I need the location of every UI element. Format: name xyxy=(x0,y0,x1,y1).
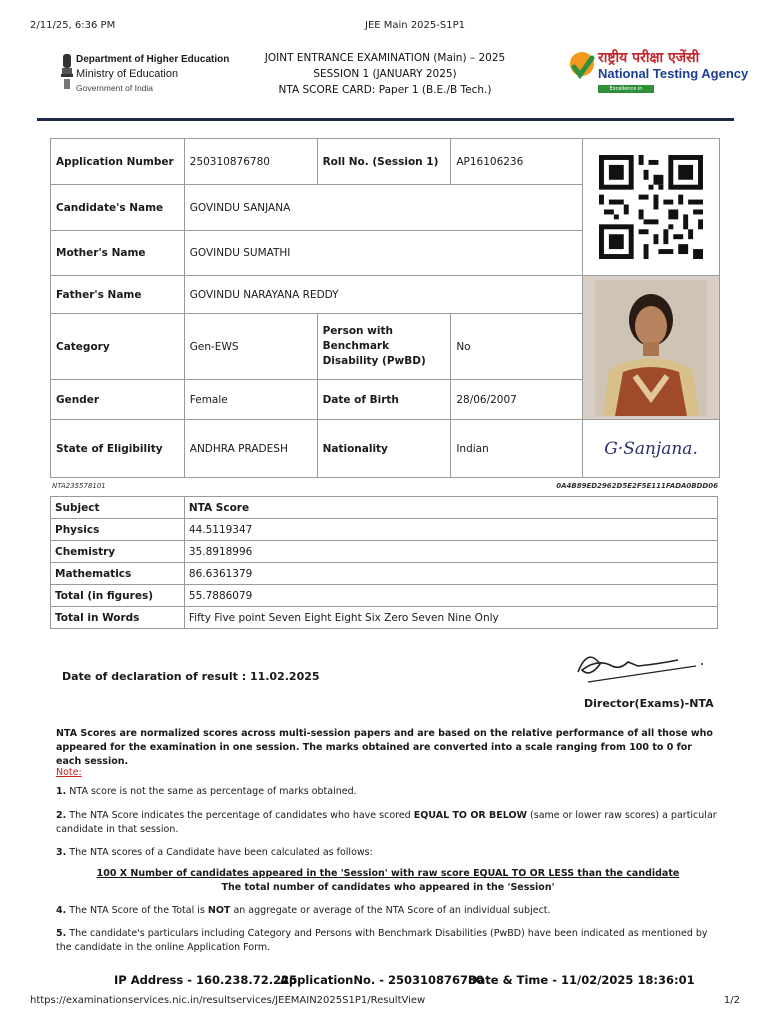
candidate-info-table xyxy=(50,138,720,478)
row-father-name xyxy=(51,276,720,314)
table-row xyxy=(51,607,718,629)
table-row xyxy=(51,519,718,541)
footer-app-no: ApplicationNo. - 250310876780 xyxy=(280,973,485,987)
director-title: Director(Exams)-NTA xyxy=(584,697,714,710)
qr-cell xyxy=(583,139,720,276)
nta-hindi-name: राष्ट्रीय परीक्षा एजेंसी xyxy=(598,50,700,66)
application-number-label: Application Number xyxy=(51,139,185,185)
note-label: Note: xyxy=(56,767,82,778)
candidate-signature: G·Sanjana. xyxy=(583,420,720,478)
candidate-photo xyxy=(583,276,720,420)
gov-india: Government of India xyxy=(76,83,154,93)
mother-name: GOVINDU SUMATHI xyxy=(184,231,582,276)
table-row xyxy=(51,563,718,585)
print-datetime: 2/11/25, 6:36 PM xyxy=(30,20,116,31)
declaration-date: Date of declaration of result : 11.02.2025 xyxy=(62,670,320,683)
nationality: Indian xyxy=(451,420,583,478)
candidate-name: GOVINDU SANJANA xyxy=(184,185,582,231)
category-label: Category xyxy=(51,314,185,380)
note-1: 1. NTA score is not the same as percentage of marks obtained. xyxy=(56,786,357,797)
title-line-2: SESSION 1 (JANUARY 2025) xyxy=(313,68,457,80)
score-total-words: Fifty Five point Seven Eight Eight Six Zero Seven Nine Only xyxy=(184,607,717,629)
mother-name-label: Mother's Name xyxy=(51,231,185,276)
pwbd: No xyxy=(451,314,583,380)
note-4: 4. The NTA Score of the Total is NOT an aggregate or average of the NTA Score of an individual subject. xyxy=(56,905,551,916)
gov-ministry: Ministry of Education xyxy=(76,68,179,80)
gov-dept: Department of Higher Education xyxy=(76,54,230,65)
print-page-number: 1/2 xyxy=(723,995,740,1006)
row-state xyxy=(51,420,720,478)
roll-no: AP16106236 xyxy=(451,139,583,185)
formula-denominator: The total number of candidates who appeared in the 'Session' xyxy=(221,882,555,893)
roll-no-label: Roll No. (Session 1) xyxy=(317,139,451,185)
qr-code-icon xyxy=(599,155,703,259)
code-right: 0A4B89ED2962D5E2F5E111FADA0BDD06 xyxy=(556,482,718,490)
score-header-row xyxy=(51,497,718,519)
candidate-name-label: Candidate's Name xyxy=(51,185,185,231)
nationality-label: Nationality xyxy=(317,420,451,478)
print-url: https://examinationservices.nic.in/resultservices/JEEMAIN2025S1P1/ResultView xyxy=(30,995,426,1006)
candidate-photo-image xyxy=(595,280,707,416)
nta-logo xyxy=(568,48,749,100)
father-name-label: Father's Name xyxy=(51,276,185,314)
nta-tagline: Excellence in Assessment xyxy=(598,85,654,93)
header-divider xyxy=(37,118,734,121)
note-3: 3. The NTA scores of a Candidate have been calculated as follows: xyxy=(56,847,373,858)
dob-label: Date of Birth xyxy=(317,380,451,420)
title-line-3: NTA SCORE CARD: Paper 1 (B.E./B Tech.) xyxy=(278,84,492,96)
table-row xyxy=(51,585,718,607)
row-application xyxy=(51,139,720,185)
nta-check-icon xyxy=(568,50,596,86)
dob: 28/06/2007 xyxy=(451,380,583,420)
state-label: State of Eligibility xyxy=(51,420,185,478)
pwbd-label: Person with Benchmark Disability (PwBD) xyxy=(317,314,451,380)
score-header: NTA Score xyxy=(184,497,717,519)
score-mathematics: 86.6361379 xyxy=(184,563,717,585)
application-number: 250310876780 xyxy=(184,139,317,185)
title-line-1: JOINT ENTRANCE EXAMINATION (Main) – 2025 xyxy=(264,52,506,64)
category: Gen-EWS xyxy=(184,314,317,380)
gender: Female xyxy=(184,380,317,420)
subject-total-figures: Total (in figures) xyxy=(51,585,185,607)
table-row xyxy=(51,541,718,563)
subject-header: Subject xyxy=(51,497,185,519)
nta-english-name: National Testing Agency xyxy=(598,66,749,81)
score-total-figures: 55.7886079 xyxy=(184,585,717,607)
footer-datetime: Date & Time - 11/02/2025 18:36:01 xyxy=(468,973,695,987)
gender-label: Gender xyxy=(51,380,185,420)
footer-ip: IP Address - 160.238.72.225 xyxy=(114,973,298,987)
score-table xyxy=(50,496,718,629)
subject-mathematics: Mathematics xyxy=(51,563,185,585)
subject-chemistry: Chemistry xyxy=(51,541,185,563)
print-page-title: JEE Main 2025-S1P1 xyxy=(365,20,465,31)
state: ANDHRA PRADESH xyxy=(184,420,317,478)
subject-physics: Physics xyxy=(51,519,185,541)
scorecard-title xyxy=(220,50,550,98)
note-5: 5. The candidate's particulars including Category and Persons with Benchmark Disabilities (PwBD) have been indicated as mentioned by the candidate in the online Application Form. xyxy=(56,928,708,953)
national-emblem-icon xyxy=(60,52,74,94)
note-2: 2. The NTA Score indicates the percentage of candidates who have scored EQUAL TO OR BELOW (same or lower raw scores) a particular candidate in that session. xyxy=(56,810,717,835)
father-name: GOVINDU NARAYANA REDDY xyxy=(184,276,582,314)
notes-intro: NTA Scores are normalized scores across multi-session papers and are based on the relative performance of all those who appeared for the examination in one session. The marks obtained are converted into a scale ranging from 100 to 0 for each session. xyxy=(56,728,713,767)
code-left: NTA235578101 xyxy=(52,482,106,490)
subject-total-words: Total in Words xyxy=(51,607,185,629)
formula-numerator: 100 X Number of candidates appeared in the 'Session' with raw score EQUAL TO OR LESS than the candidate xyxy=(96,868,680,879)
score-chemistry: 35.8918996 xyxy=(184,541,717,563)
score-physics: 44.5119347 xyxy=(184,519,717,541)
director-signature-icon xyxy=(568,642,708,692)
